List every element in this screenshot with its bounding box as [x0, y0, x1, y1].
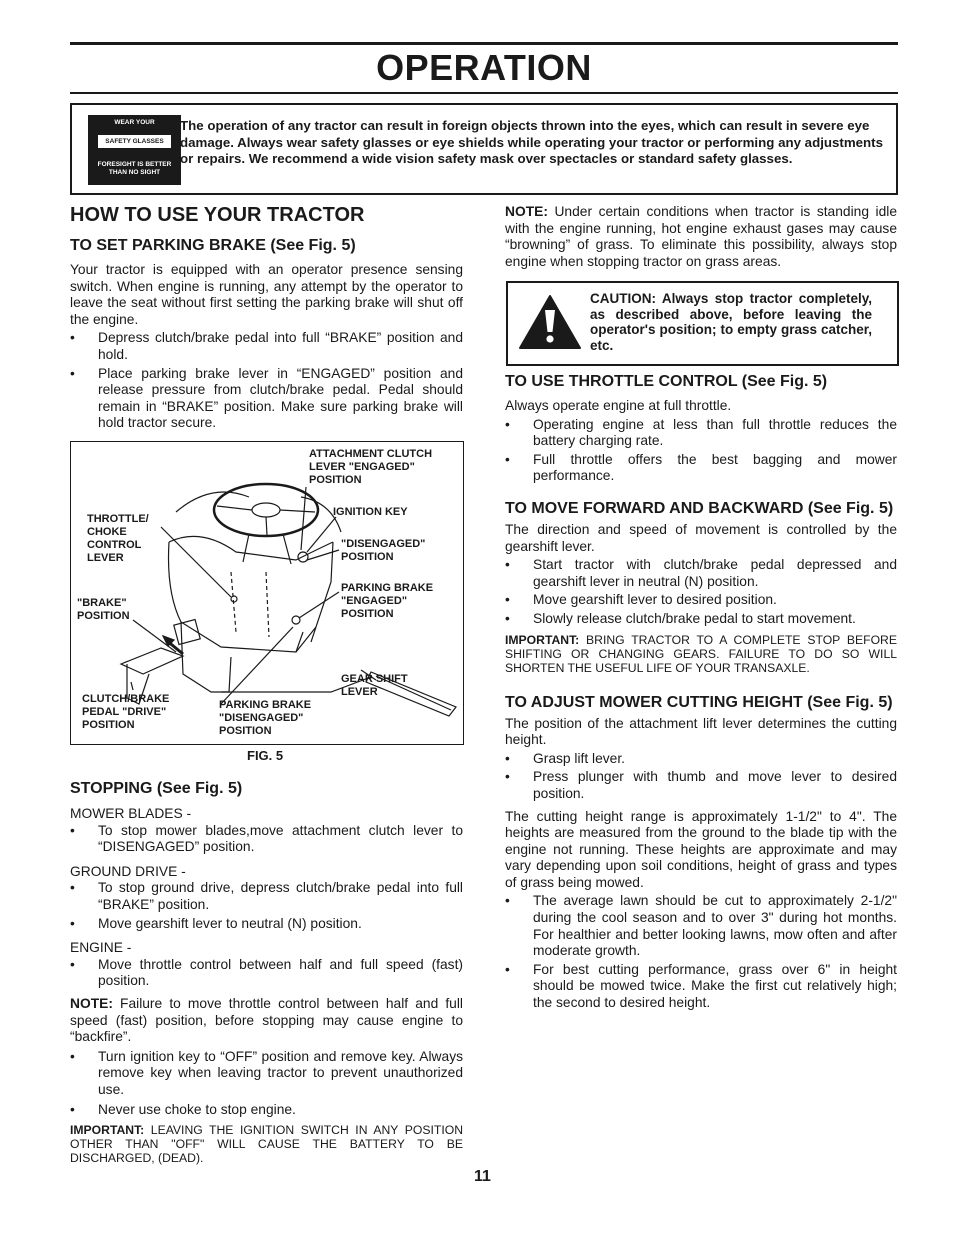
important-label: IMPORTANT: — [70, 1123, 145, 1138]
throttle-intro: Always operate engine at full throttle. — [505, 398, 732, 413]
note-text: Under certain conditions when tractor is standing idle with the engine running, hot engine exhaust gases may cause “browning” of grass. To eliminate this possibility, always stop engine when stopping tractor on grass areas. — [505, 204, 897, 269]
left-column-top — [70, 203, 463, 432]
label-parking-brake-disengaged: PARKING BRAKE "DISENGAGED" POSITION — [219, 699, 312, 737]
badge-text-top: WEAR YOUR — [114, 119, 155, 126]
label-ignition-key: IGNITION KEY — [333, 506, 408, 518]
list-item: • Operating engine at less than full throttle reduces the battery charging rate. — [505, 417, 897, 450]
important-text: LEAVING THE IGNITION SWITCH IN ANY POSITION OTHER THAN "OFF" WILL CAUSE THE BATTERY TO BE DISCHARGED, (DEAD). — [70, 1123, 463, 1166]
forward-important — [505, 633, 897, 675]
warning-triangle-icon — [518, 294, 582, 350]
note-label: NOTE: — [505, 204, 548, 219]
caution-text: CAUTION: Always stop tractor completely, as described above, before leaving the operator's position; to empty grass catcher, etc. — [590, 291, 872, 353]
list-item: • To stop mower blades,move attachment clutch lever to “DISENGAGED” position. — [70, 823, 463, 856]
cutting-intro: The position of the attachment lift lever determines the cutting height. — [505, 715, 897, 748]
title-rule-top — [70, 42, 898, 45]
stopping-note — [70, 996, 463, 1046]
list-item: • Full throttle offers the best bagging and mower performance. — [505, 452, 897, 485]
figure-caption: FIG. 5 — [247, 748, 284, 763]
forward-intro: The direction and speed of movement is controlled by the gearshift lever. — [505, 521, 897, 554]
safety-warning-text: The operation of any tractor can result in foreign objects thrown into the eyes, which can result in severe eye damage. Always wear safety glasses or eye shields while operating your tractor or performing any adjustments or repairs. We recommend a wide vision safety mask over spectacles or standard safety glasses. — [180, 118, 883, 166]
throttle-heading: TO USE THROTTLE CONTROL (See Fig. 5) — [505, 373, 828, 390]
list-item: • Press plunger with thumb and move lever to desired position. — [505, 769, 897, 802]
safety-glasses-icon — [88, 115, 181, 185]
list-item: • Grasp lift lever. — [505, 751, 897, 768]
left-column-bottom — [70, 779, 463, 1165]
cutting-height-heading: TO ADJUST MOWER CUTTING HEIGHT (See Fig. 5) — [505, 693, 893, 711]
caution-box — [506, 281, 899, 366]
list-item: • Move throttle control between half and full speed (fast) position. — [70, 957, 463, 990]
label-attachment-clutch: ATTACHMENT CLUTCH LEVER "ENGAGED" POSITION — [309, 448, 433, 486]
list-item: • Slowly release clutch/brake pedal to start movement. — [505, 611, 897, 628]
list-item: • To stop ground drive, depress clutch/brake pedal into full “BRAKE” position. — [70, 880, 463, 913]
forward-backward-heading: TO MOVE FORWARD AND BACKWARD (See Fig. 5) — [505, 499, 894, 517]
label-disengaged: "DISENGAGED" POSITION — [341, 538, 426, 563]
important-label: IMPORTANT: — [505, 632, 580, 647]
list-item: • Move gearshift lever to neutral (N) position. — [70, 916, 463, 933]
stopping-important — [70, 1123, 463, 1165]
list-item: • Never use choke to stop engine. — [70, 1102, 463, 1119]
note-label: NOTE: — [70, 995, 113, 1011]
mower-blades-label: MOWER BLADES - — [70, 806, 192, 821]
label-brake-position: "BRAKE" POSITION — [77, 597, 130, 622]
safety-warning-box — [70, 103, 898, 195]
list-item: • For best cutting performance, grass over 6" in height should be mowed twice. Make the first cut relatively high; the second to desired height. — [505, 962, 897, 1012]
label-parking-brake-engaged: PARKING BRAKE "ENGAGED" POSITION — [341, 582, 434, 620]
right-column — [505, 372, 897, 1012]
parking-brake-intro: Your tractor is equipped with an operator presence sensing switch. When engine is running, any attempt by the operator to leave the seat without first setting the parking brake will shut off the engine. — [70, 262, 463, 327]
figure-5 — [70, 441, 464, 745]
list-item: • The average lawn should be cut to approximately 2-1/2" during the cool season and to over 3" during hot months. For healthier and better looking lawns, mow often and after moderate growth. — [505, 893, 897, 959]
right-note — [505, 204, 897, 270]
important-text: BRING TRACTOR TO A COMPLETE STOP BEFORE SHIFTING OR CHANGING GEARS. FAILURE TO DO SO WILL SHORTEN THE USEFUL LIFE OF YOUR TRANSAXLE. — [505, 632, 897, 675]
label-throttle-choke: THROTTLE/ CHOKE CONTROL LEVER — [87, 513, 149, 564]
parking-brake-heading: TO SET PARKING BRAKE (See Fig. 5) — [70, 237, 356, 254]
list-item: • Depress clutch/brake pedal into full “BRAKE” position and hold. — [70, 330, 463, 363]
section-heading: HOW TO USE YOUR TRACTOR — [70, 204, 365, 226]
title-rule-bottom — [70, 92, 898, 94]
list-item: • Move gearshift lever to desired position. — [505, 592, 897, 609]
note-text: Failure to move throttle control between half and full speed (fast) position, before stopping may cause engine to “backfire”. — [70, 995, 463, 1045]
list-item: • Place parking brake lever in “ENGAGED” position and release pressure from clutch/brake pedal. Pedal should remain in “BRAKE” position. Make sure parking brake will hold tractor secure. — [70, 366, 463, 432]
badge-text-mid: SAFETY GLASSES — [98, 135, 171, 148]
cutting-range: The cutting height range is approximately 1-1/2" to 4". The heights are measured from the ground to the blade tip with the engine not running. These heights are approximate and may vary depending upon soil conditions, height of grass and types of grass being mowed. — [505, 808, 897, 890]
list-item: • Turn ignition key to “OFF” position and remove key. Always remove key when leaving tractor to prevent unauthorized use. — [70, 1049, 463, 1099]
stopping-heading: STOPPING (See Fig. 5) — [70, 780, 243, 797]
ground-drive-label: GROUND DRIVE - — [70, 863, 186, 879]
badge-text-bottom: FORESIGHT IS BETTER THAN NO SIGHT — [97, 161, 172, 176]
engine-label: ENGINE - — [70, 940, 132, 956]
label-clutch-drive: CLUTCH/BRAKE PEDAL "DRIVE" POSITION — [82, 693, 170, 731]
page-title: OPERATION — [376, 47, 592, 88]
list-item: • Start tractor with clutch/brake pedal depressed and gearshift lever in neutral (N) position. — [505, 557, 897, 590]
label-gear-shift: GEAR SHIFT LEVER — [341, 673, 408, 698]
page-number: 11 — [474, 1168, 491, 1185]
